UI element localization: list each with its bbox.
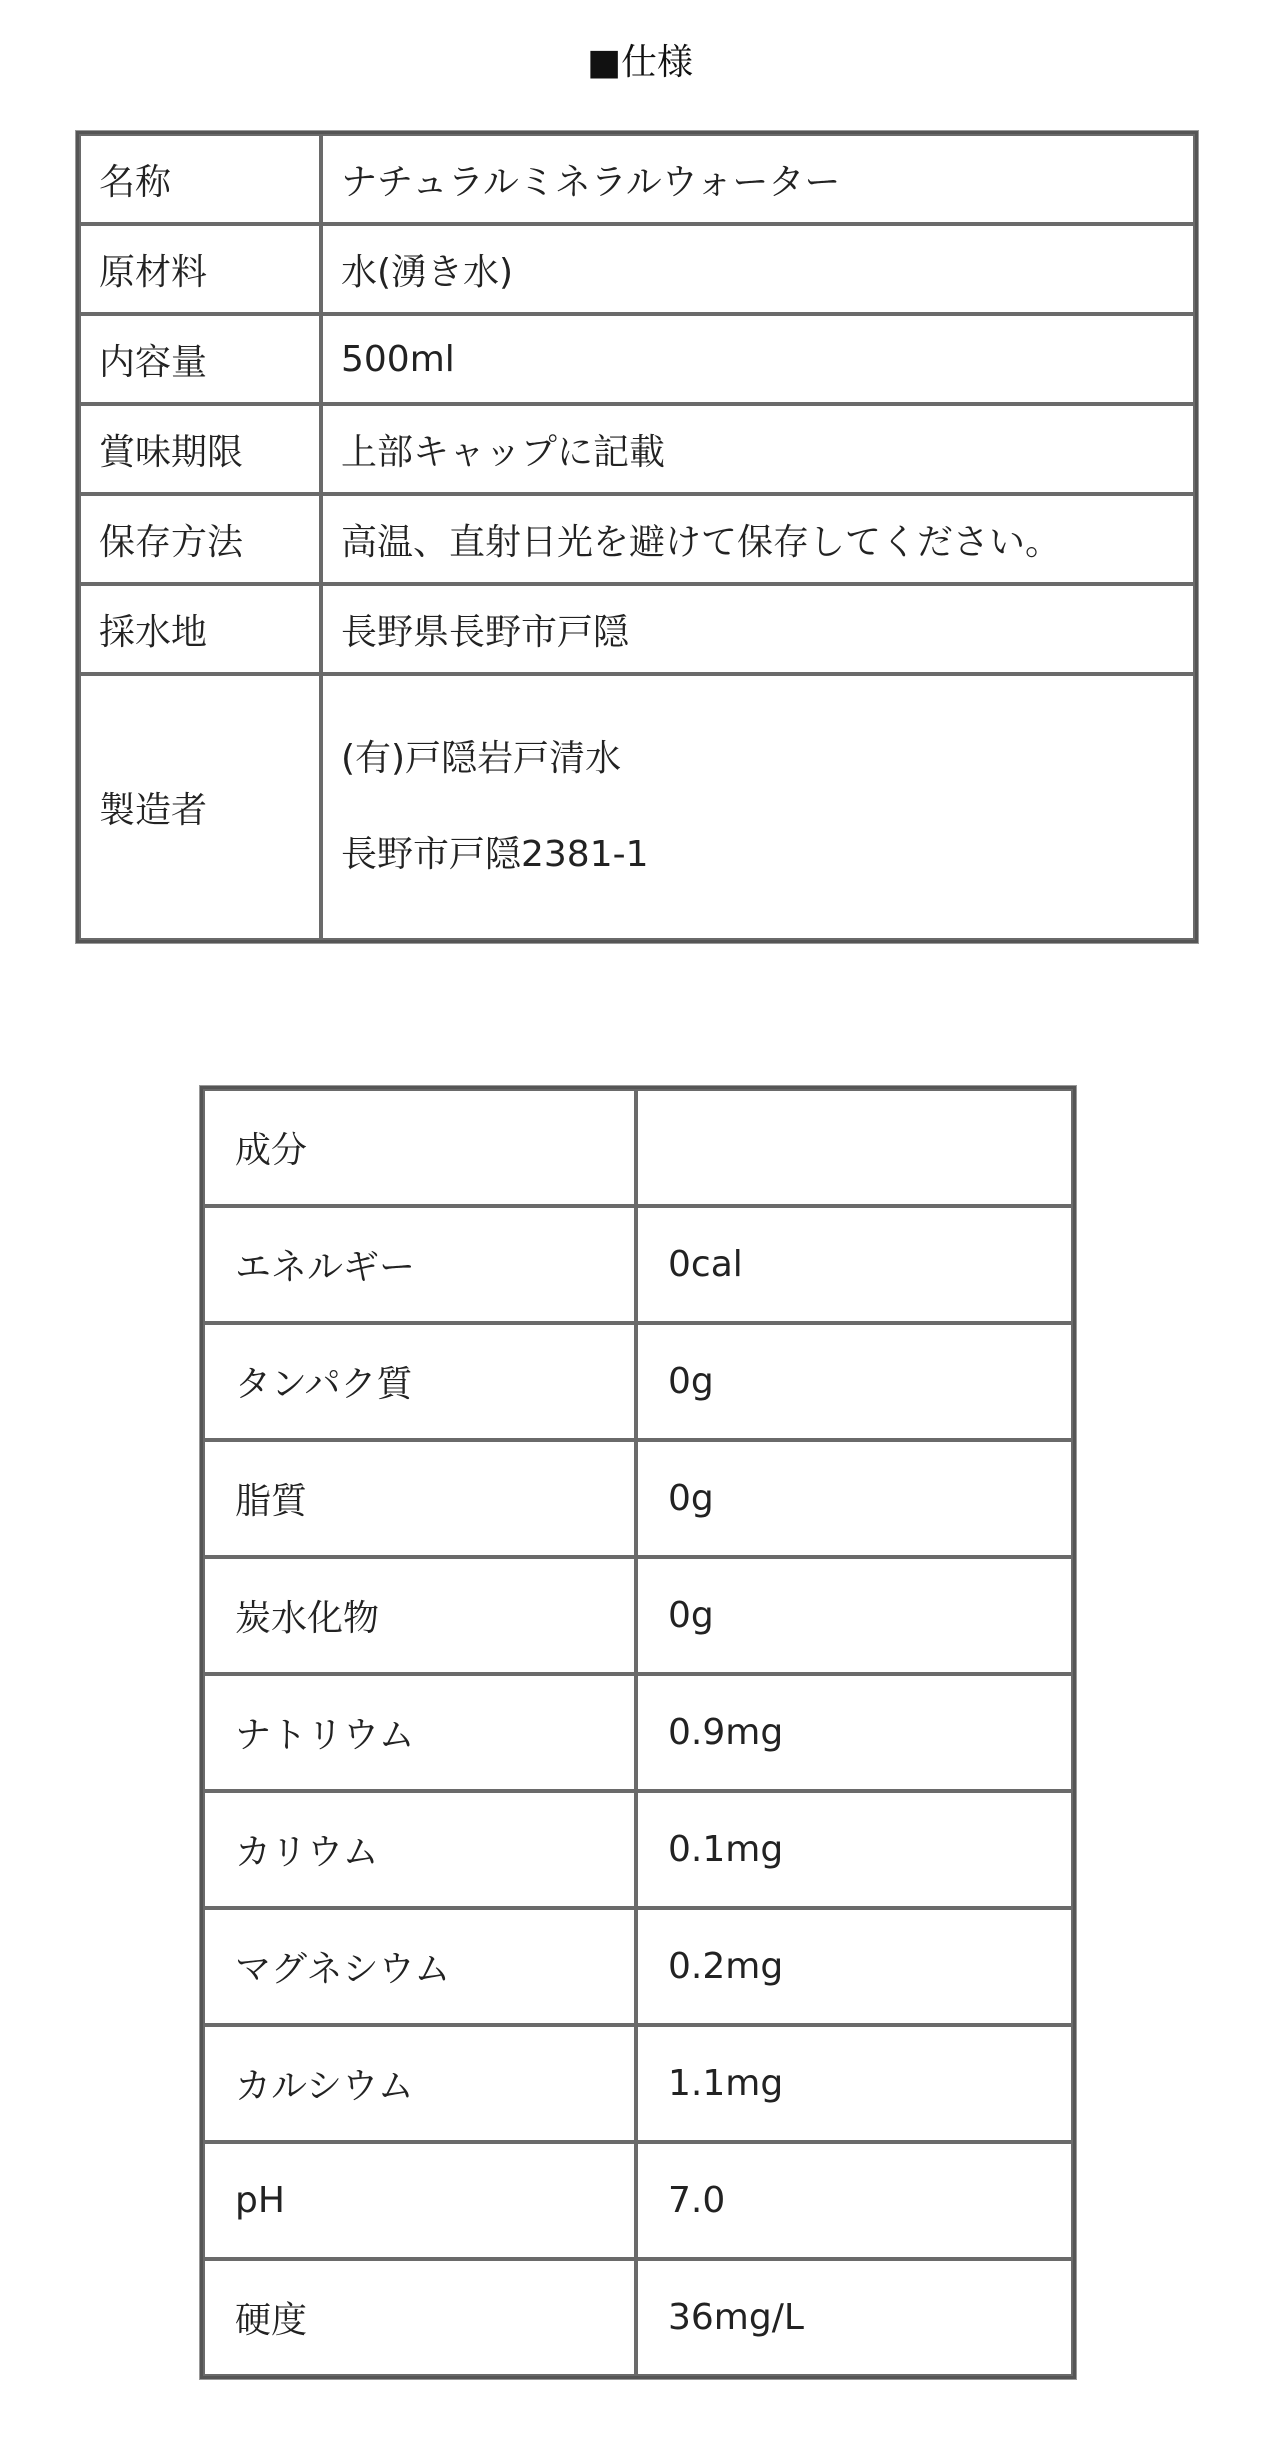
spec-row-storage <box>79 494 1195 584</box>
spec-row-source <box>79 584 1195 674</box>
spec-value: 長野県長野市戸隠 <box>321 584 1195 674</box>
spec-row-name <box>79 134 1195 224</box>
spec-row-volume <box>79 314 1195 404</box>
nutrient-value: 0g <box>636 1557 1073 1674</box>
nutrient-value: 0cal <box>636 1206 1073 1323</box>
spec-row-manufacturer <box>79 674 1195 940</box>
nutrition-header-value <box>636 1089 1073 1206</box>
spec-value: 500ml <box>321 314 1195 404</box>
spec-table <box>76 131 1198 943</box>
nutrition-row <box>203 2259 1073 2376</box>
nutrition-header-label: 成分 <box>203 1089 636 1206</box>
spec-value: 水(湧き水) <box>321 224 1195 314</box>
nutrition-table <box>200 1086 1076 2379</box>
spec-label: 賞味期限 <box>79 404 321 494</box>
spec-row-ingredients <box>79 224 1195 314</box>
nutrient-value: 0.2mg <box>636 1908 1073 2025</box>
nutrition-row <box>203 1440 1073 1557</box>
nutrient-label: タンパク質 <box>203 1323 636 1440</box>
nutrient-label: ナトリウム <box>203 1674 636 1791</box>
nutrition-row <box>203 1557 1073 1674</box>
spec-label: 採水地 <box>79 584 321 674</box>
page-title: ■仕様 <box>586 42 693 83</box>
nutrient-label: 炭水化物 <box>203 1557 636 1674</box>
nutrient-value: 1.1mg <box>636 2025 1073 2142</box>
nutrient-value: 0g <box>636 1323 1073 1440</box>
spec-label: 原材料 <box>79 224 321 314</box>
nutrient-label: 硬度 <box>203 2259 636 2376</box>
spec-label: 内容量 <box>79 314 321 404</box>
nutrient-label: カルシウム <box>203 2025 636 2142</box>
nutrition-row <box>203 1206 1073 1323</box>
nutrient-label: カリウム <box>203 1791 636 1908</box>
nutrient-value: 0.1mg <box>636 1791 1073 1908</box>
nutrient-label: マグネシウム <box>203 1908 636 2025</box>
spec-row-best-before <box>79 404 1195 494</box>
manufacturer-name: (有)戸隠岩戸清水 <box>341 738 622 779</box>
nutrient-label: 脂質 <box>203 1440 636 1557</box>
nutrition-row <box>203 2025 1073 2142</box>
spec-label: 名称 <box>79 134 321 224</box>
nutrition-row <box>203 1323 1073 1440</box>
spec-value: 上部キャップに記載 <box>321 404 1195 494</box>
nutrient-label: エネルギー <box>203 1206 636 1323</box>
manufacturer-address: 長野市戸隠2381-1 <box>341 834 649 875</box>
spec-label: 製造者 <box>79 674 321 940</box>
nutrient-value: 0g <box>636 1440 1073 1557</box>
manufacturer-info <box>321 674 1195 940</box>
nutrient-value: 36mg/L <box>636 2259 1073 2376</box>
nutrition-row <box>203 1674 1073 1791</box>
spec-label: 保存方法 <box>79 494 321 584</box>
nutrient-label: pH <box>203 2142 636 2259</box>
spec-value: 高温、直射日光を避けて保存してください。 <box>321 494 1195 584</box>
nutrition-row <box>203 2142 1073 2259</box>
nutrition-row <box>203 1791 1073 1908</box>
spec-value: ナチュラルミネラルウォーター <box>321 134 1195 224</box>
nutrient-value: 0.9mg <box>636 1674 1073 1791</box>
nutrient-value: 7.0 <box>636 2142 1073 2259</box>
nutrition-row <box>203 1908 1073 2025</box>
nutrition-header-row <box>203 1089 1073 1206</box>
